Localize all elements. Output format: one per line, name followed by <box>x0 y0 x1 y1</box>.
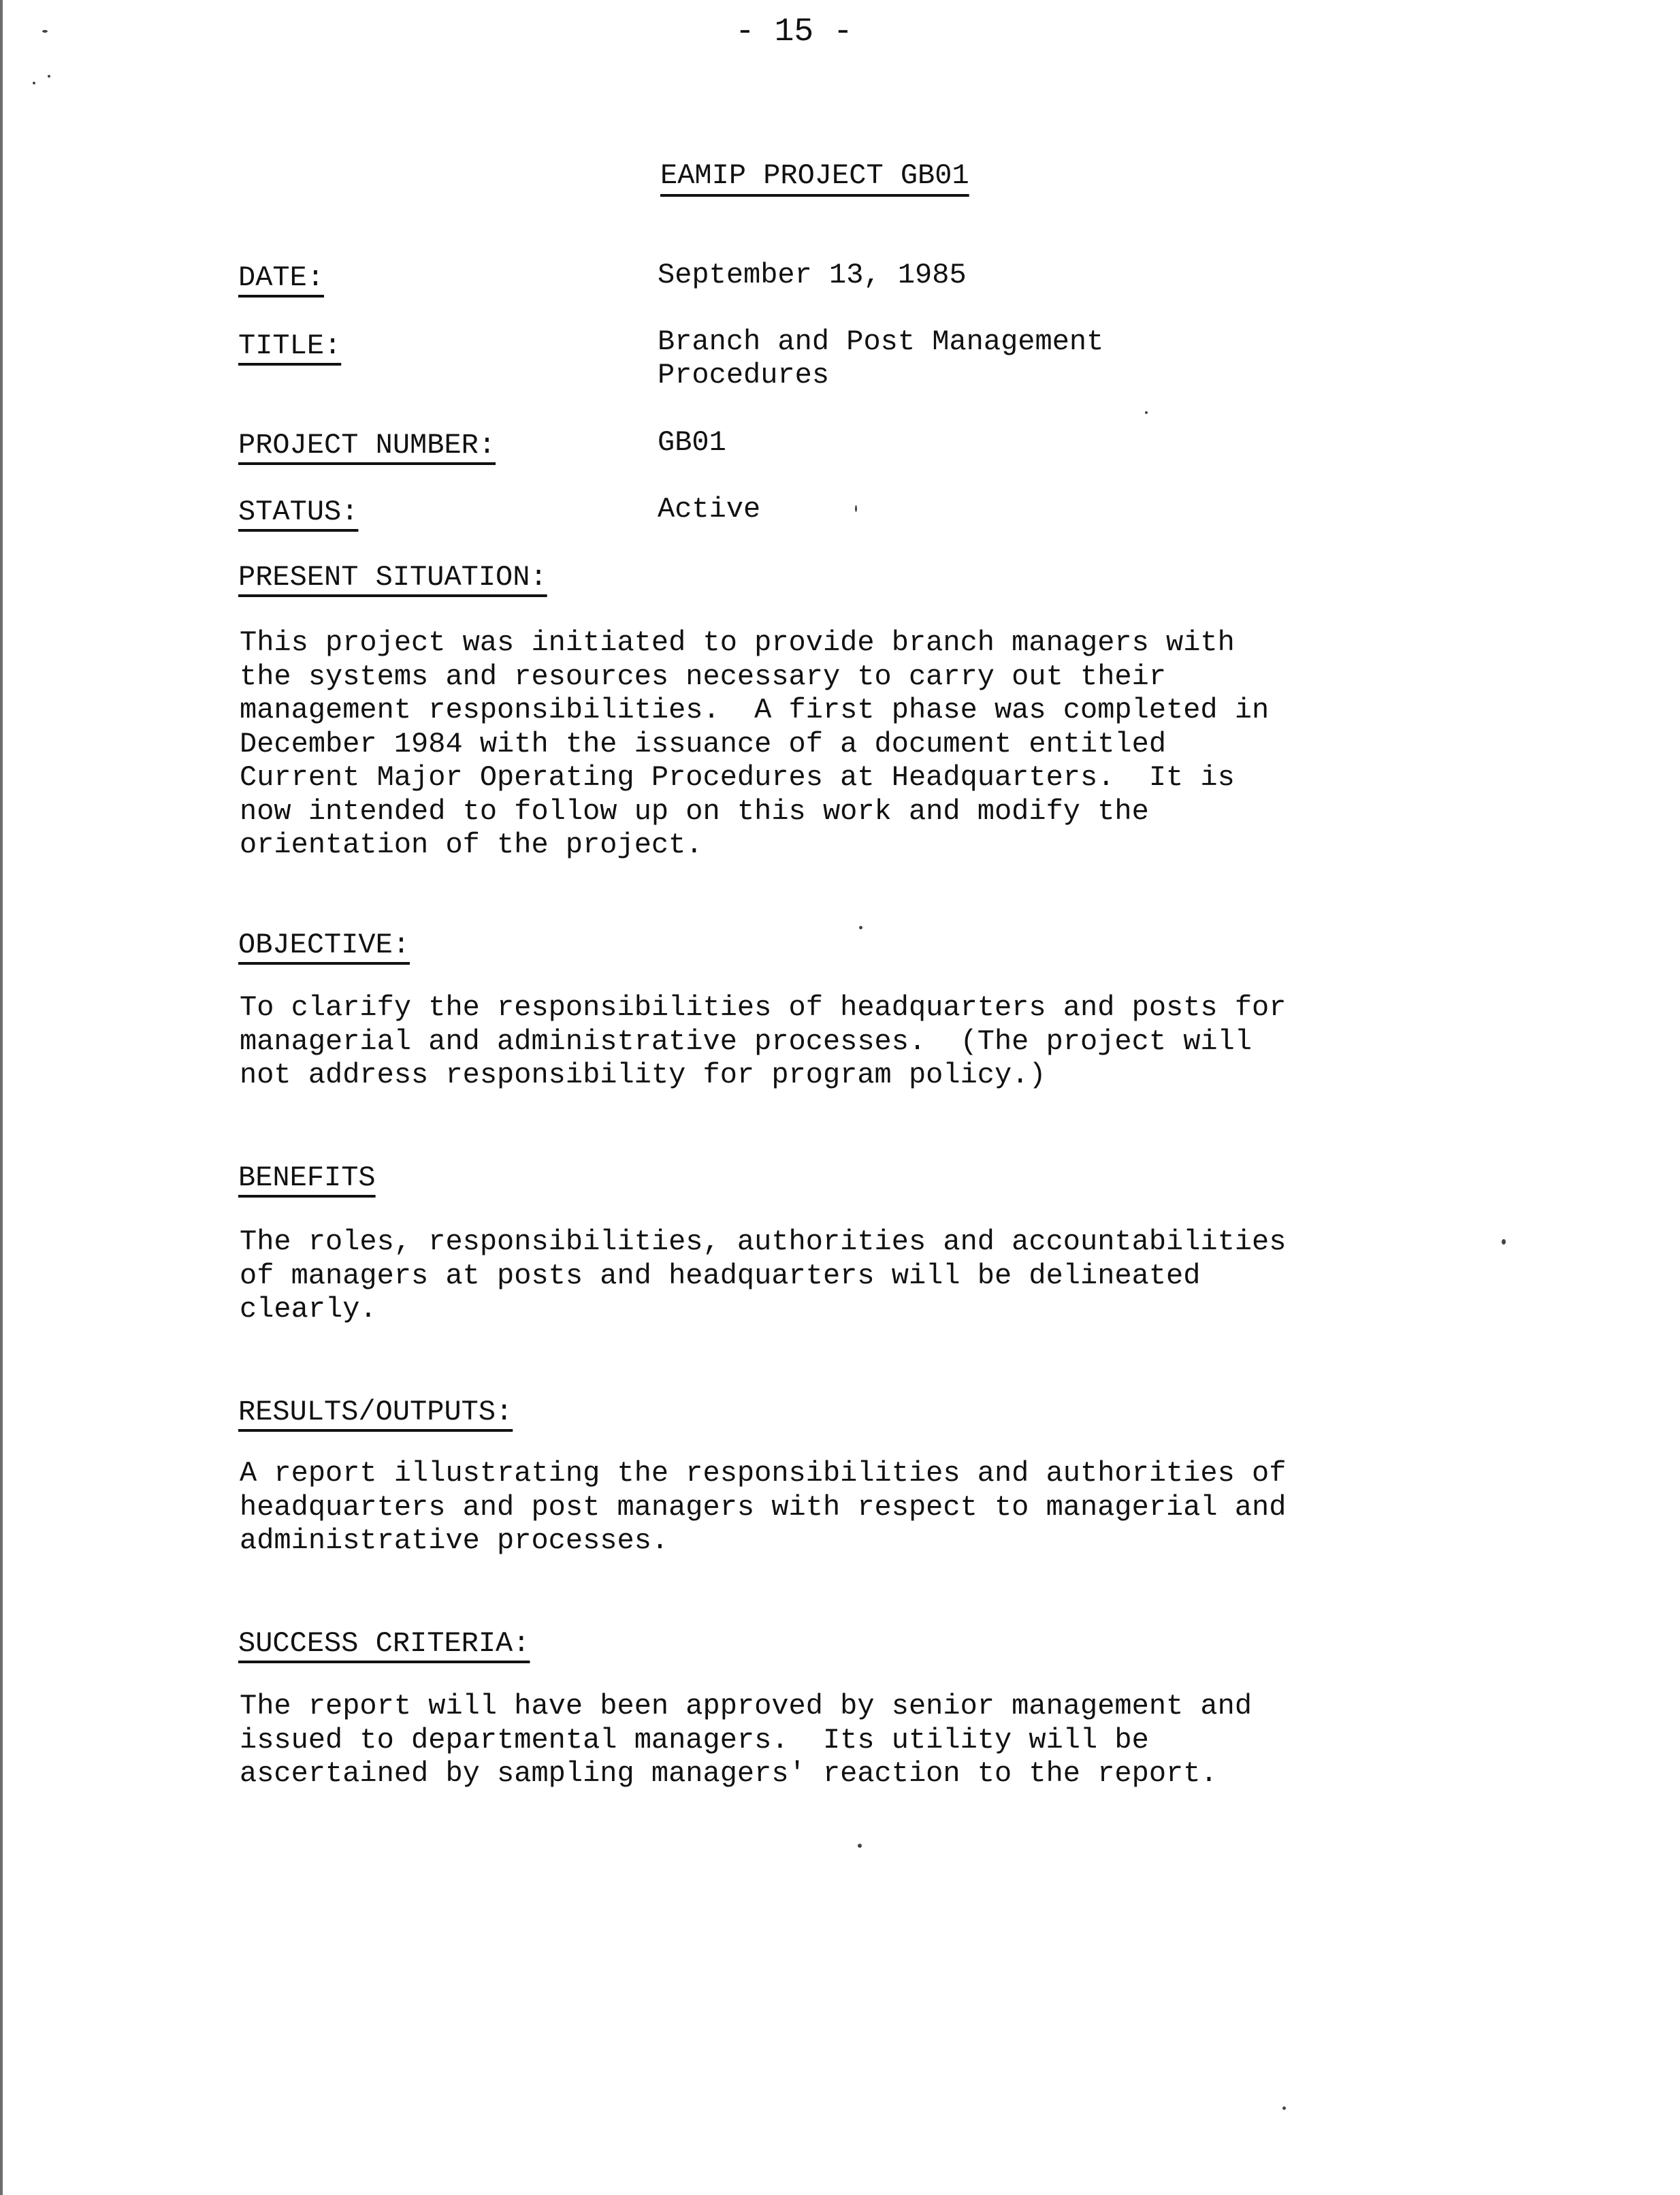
results-outputs-heading: RESULTS/OUTPUTS: <box>238 1396 513 1428</box>
scan-speck <box>859 926 862 929</box>
project-number-value: GB01 <box>658 426 726 459</box>
page-number: - 15 - <box>735 14 853 50</box>
scan-speck <box>1502 1239 1506 1245</box>
scan-speck <box>855 505 857 512</box>
scan-speck <box>33 82 35 84</box>
present-situation-heading: PRESENT SITUATION: <box>238 561 547 594</box>
scan-speck <box>1282 2106 1286 2110</box>
title-value: Branch and Post Management Procedures <box>658 325 1104 391</box>
date-label: DATE: <box>238 261 325 294</box>
scan-speck <box>1145 411 1148 414</box>
objective-heading: OBJECTIVE: <box>238 929 410 961</box>
title-label: TITLE: <box>238 330 342 362</box>
present-situation-text: This project was initiated to provide branch managers with the systems and resources necessary to carry out their management responsibilities. A first phase was completed in December 1984 with the issuance of a document entitled Current Major Operating Procedures at Headquarters. It is now intended to follow up on this work and modify the orientation of the project. <box>240 626 1270 861</box>
scan-speck <box>42 30 48 33</box>
benefits-text: The roles, responsibilities, authorities and accountabilities of managers at posts and headquarters will be delineated clearly. <box>240 1225 1287 1326</box>
objective-text: To clarify the responsibilities of headquarters and posts for managerial and administrative processes. (The project will not address responsibility for program policy.) <box>240 991 1287 1091</box>
date-value: September 13, 1985 <box>658 259 967 291</box>
project-number-label: PROJECT NUMBER: <box>238 429 496 462</box>
document-title: EAMIP PROJECT GB01 <box>660 159 969 192</box>
benefits-heading: BENEFITS <box>238 1161 376 1194</box>
scan-speck <box>858 1844 862 1848</box>
status-label: STATUS: <box>238 496 359 528</box>
scan-edge <box>0 0 3 2195</box>
success-criteria-heading: SUCCESS CRITERIA: <box>238 1627 530 1660</box>
results-outputs-text: A report illustrating the responsibilities and authorities of headquarters and post managers with respect to managerial and administrative processes. <box>240 1457 1287 1557</box>
scan-speck <box>48 75 50 78</box>
success-criteria-text: The report will have been approved by senior management and issued to departmental managers. Its utility will be ascertained by sampling managers' reaction to the report. <box>240 1690 1253 1790</box>
status-value: Active <box>658 493 761 526</box>
